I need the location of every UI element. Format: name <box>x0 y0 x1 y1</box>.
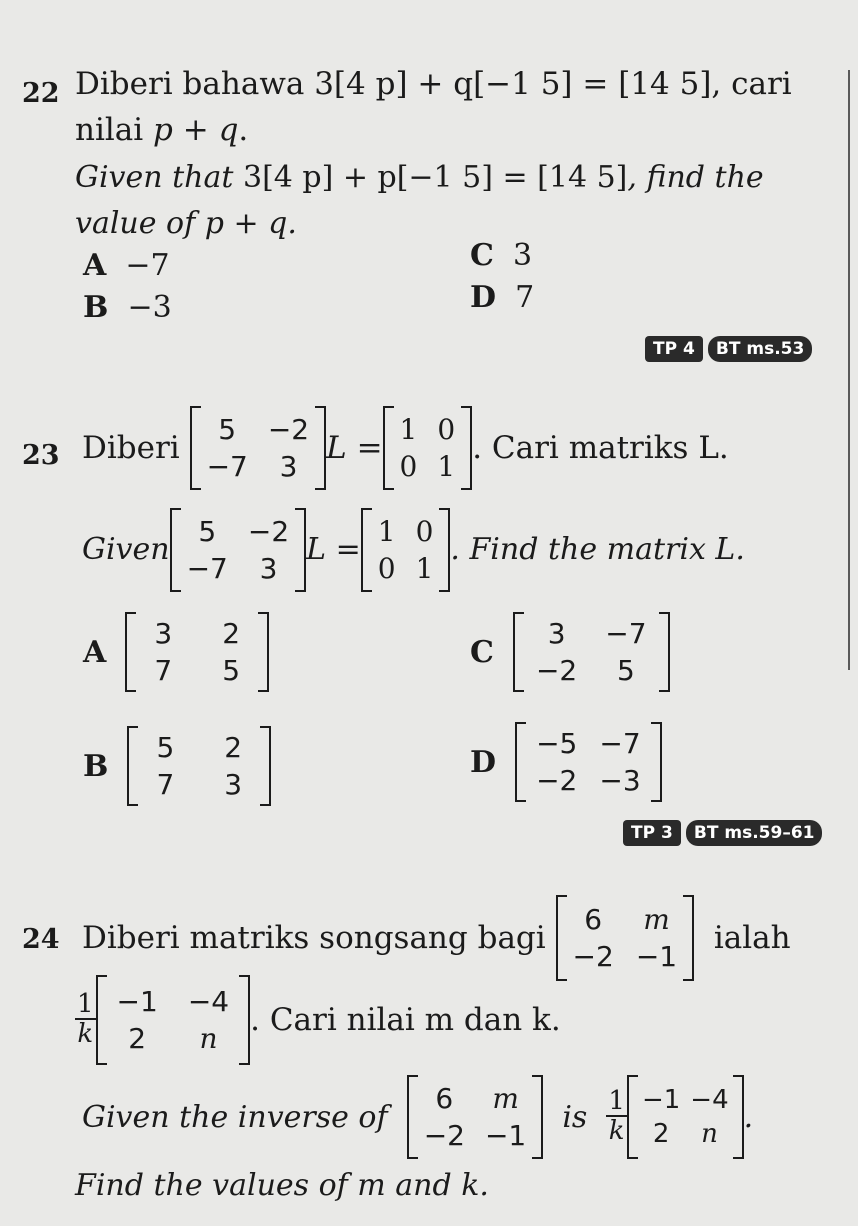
matrix-cell: 1 <box>399 412 418 446</box>
q22-ms-text: Diberi bahawa <box>75 66 315 102</box>
q24-ms-text-end: ialah <box>713 919 791 956</box>
matrix-cell: −2 <box>267 412 310 446</box>
matrix-cell: 2 <box>224 731 243 764</box>
option-label: C <box>470 238 494 273</box>
matrix-cell: 6 <box>584 902 603 936</box>
matrix-cell: −2 <box>423 1119 465 1152</box>
q22-ms-line2-end: . <box>238 112 249 148</box>
matrix-cell: −7 <box>605 617 647 650</box>
q23-en-equation: L = <box>306 532 361 567</box>
matrix-cell: 2 <box>222 617 241 650</box>
q22-en-line2-text: value of <box>75 206 205 241</box>
question-22-en-line1 <box>75 160 764 195</box>
matrix-cell: −2 <box>535 654 578 687</box>
option-label: A <box>83 634 107 670</box>
q23-option-a[interactable] <box>83 612 269 692</box>
matrix-cell: 5 <box>156 731 175 764</box>
q23-option-b[interactable] <box>83 726 271 806</box>
bt-reference-badge: BT ms.53 <box>708 336 812 362</box>
matrix-a <box>190 406 327 490</box>
q22-option-a[interactable] <box>83 248 170 283</box>
q22-option-b[interactable] <box>83 290 172 325</box>
option-label: D <box>470 280 497 315</box>
option-value: −3 <box>127 290 172 325</box>
matrix-cell: −4 <box>690 1085 729 1115</box>
matrix-cell: −2 <box>572 939 614 973</box>
matrix-cell: n <box>199 1022 218 1055</box>
question-24-en-line2: Find the values of m and k. <box>75 1168 489 1203</box>
q22-option-d[interactable] <box>470 280 534 315</box>
question-24-number: 24 <box>22 924 60 955</box>
page-margin-line <box>848 70 850 670</box>
option-value: 7 <box>515 280 535 315</box>
matrix-cell: −1 <box>484 1119 527 1152</box>
q22-option-c[interactable] <box>470 238 532 273</box>
matrix-cell: 7 <box>156 768 175 801</box>
option-value: 3 <box>512 238 533 273</box>
matrix-cell: −7 <box>599 727 641 760</box>
q24-en-is: is <box>562 1099 588 1135</box>
option-value: −7 <box>125 248 170 283</box>
q22-en-expression: 3[4 p] + p[−1 5] = [14 5] <box>242 160 628 195</box>
option-label: A <box>83 248 107 283</box>
matrix-cell: −5 <box>536 727 578 760</box>
q22-en-text-end: , find the <box>627 160 764 195</box>
q22-ms-line2-expr: p + q <box>153 112 239 148</box>
matrix-cell: 2 <box>652 1119 670 1149</box>
matrix-a <box>170 508 307 592</box>
question-23-en-line <box>82 502 745 597</box>
option-label: D <box>470 744 497 780</box>
matrix-cell: 3 <box>224 768 243 801</box>
matrix-cell: 1 <box>437 449 456 483</box>
matrix-cell: 5 <box>616 654 635 687</box>
option-matrix <box>125 612 269 692</box>
q23-option-d[interactable] <box>470 722 662 802</box>
matrix-cell: −1 <box>635 939 678 973</box>
option-label: B <box>83 748 109 784</box>
q22-ms-text-end: , cari <box>711 66 792 102</box>
matrix-cell: 1 <box>377 514 396 548</box>
matrix-6-m <box>407 1075 544 1159</box>
question-22-number: 22 <box>22 78 60 109</box>
option-matrix <box>127 726 271 806</box>
option-matrix <box>515 722 662 802</box>
matrix-cell: −1 <box>641 1085 681 1115</box>
matrix-cell: −7 <box>206 449 248 483</box>
matrix-cell: 0 <box>377 551 396 585</box>
q24-ms-line2-text: . Cari nilai m dan k. <box>250 1002 561 1038</box>
matrix-cell: m <box>643 902 670 936</box>
q22-en-line2-expr: p + q <box>204 206 288 241</box>
matrix-cell: −1 <box>116 985 158 1018</box>
fraction-denominator: k <box>77 1019 94 1050</box>
q23-en-text: Given <box>82 532 170 567</box>
matrix-6-m <box>556 895 695 981</box>
q22-tags <box>645 336 812 362</box>
q23-ms-text: Diberi <box>82 429 180 466</box>
option-label: B <box>83 290 109 325</box>
matrix-cell: −4 <box>187 985 230 1018</box>
matrix-cell: 0 <box>399 449 418 483</box>
matrix-cell: 2 <box>128 1022 147 1055</box>
q24-en-end: . <box>743 1099 754 1135</box>
fraction-one-over-k <box>75 991 96 1049</box>
fraction-denominator: k <box>608 1116 625 1147</box>
matrix-cell: −2 <box>247 514 290 548</box>
matrix-cell: 3 <box>547 617 566 650</box>
matrix-cell: 5 <box>222 654 241 687</box>
matrix-cell: m <box>492 1082 519 1115</box>
matrix-cell: −7 <box>186 551 228 585</box>
matrix-cell: 1 <box>415 551 434 585</box>
bt-reference-badge: BT ms.59–61 <box>686 820 823 846</box>
inverse-matrix <box>96 975 251 1065</box>
matrix-cell: 3 <box>279 449 298 483</box>
matrix-cell: 7 <box>154 654 173 687</box>
matrix-cell: 0 <box>437 412 456 446</box>
inverse-matrix <box>627 1075 744 1159</box>
question-22-ms-line1 <box>75 66 792 102</box>
identity-matrix <box>361 508 451 592</box>
question-22-en-line2 <box>75 206 297 241</box>
tp-badge: TP 3 <box>623 820 681 846</box>
question-22-ms-line2 <box>75 112 248 148</box>
option-label: C <box>470 634 494 670</box>
question-23-ms-line <box>82 400 729 495</box>
q22-en-text: Given that <box>75 160 243 195</box>
q22-en-line2-end: . <box>287 206 297 241</box>
matrix-cell: −3 <box>599 764 641 797</box>
fraction-numerator: 1 <box>77 989 94 1020</box>
fraction-numerator: 1 <box>608 1086 625 1117</box>
tp-badge: TP 4 <box>645 336 703 362</box>
q22-ms-expression: 3[4 p] + q[−1 5] = [14 5] <box>314 66 712 102</box>
question-24-en-line1 <box>82 1072 753 1162</box>
question-23-number: 23 <box>22 440 60 471</box>
fraction-one-over-k <box>606 1088 627 1146</box>
q23-tags <box>623 820 822 846</box>
q24-en-text: Given the inverse of <box>82 1099 388 1135</box>
matrix-cell: 6 <box>435 1082 454 1115</box>
q23-option-c[interactable] <box>470 612 670 692</box>
q23-en-text-end: . Find the matrix L. <box>450 532 745 567</box>
q24-ms-text: Diberi matriks songsang bagi <box>82 919 546 956</box>
identity-matrix <box>383 406 473 490</box>
matrix-cell: −2 <box>536 764 578 797</box>
matrix-cell: 5 <box>198 514 217 548</box>
question-24-ms-line2 <box>75 970 561 1070</box>
q23-ms-text-end: . Cari matriks L. <box>472 429 729 466</box>
q22-ms-line2-text: nilai <box>75 112 154 148</box>
matrix-cell: 3 <box>154 617 173 650</box>
matrix-cell: 5 <box>218 412 237 446</box>
matrix-cell: 3 <box>259 551 278 585</box>
matrix-cell: 0 <box>415 514 434 548</box>
matrix-cell: n <box>701 1119 718 1149</box>
q23-ms-equation: L = <box>326 429 383 466</box>
option-matrix <box>513 612 670 692</box>
